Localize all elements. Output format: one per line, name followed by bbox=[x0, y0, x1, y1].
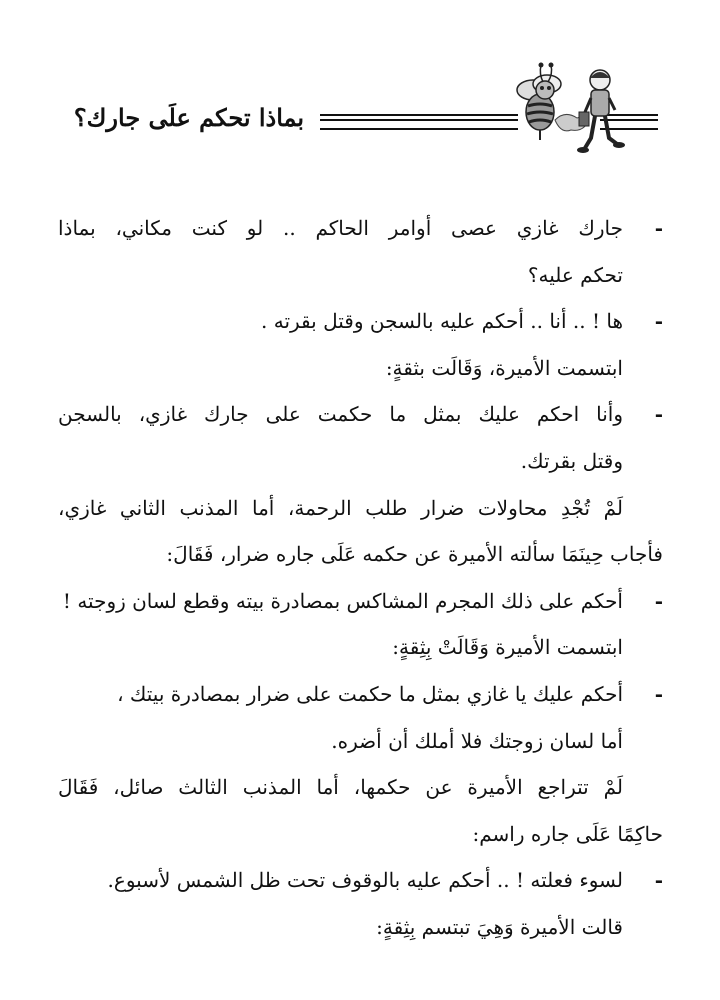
dialogue-continuation bbox=[58, 438, 663, 485]
page-title: بماذا تحكم علَى جارك؟ bbox=[58, 98, 320, 138]
dash-marker: - bbox=[654, 681, 663, 706]
line-text: جارك غازي عصى أوامر الحاكم .. لو كنت مكاني، بماذا bbox=[58, 216, 623, 240]
line-text: وأنا احكم عليك بمثل ما حكمت على جارك غازي، بالسجن bbox=[58, 402, 623, 427]
line-text: أحكم على ذلك المجرم المشاكس بمصادرة بيته وقطع لسان زوجته ! bbox=[62, 588, 623, 613]
middle-double-rule bbox=[318, 114, 518, 130]
line-text: لسوء فعلته ! .. أحكم عليه بالوقوف تحت ظل الشمس لأسبوع. bbox=[107, 868, 623, 893]
line-text: حاكِمًا عَلَى جاره راسم: bbox=[472, 821, 663, 846]
narration-line bbox=[58, 624, 663, 671]
story-text bbox=[58, 205, 663, 951]
dialogue-continuation bbox=[58, 718, 663, 765]
narration-continuation bbox=[58, 531, 663, 578]
line-text: فأجاب حِينَمَا سألته الأميرة عن حكمه عَلَى جاره ضرار، فَقَالَ: bbox=[166, 542, 663, 567]
dash-marker: - bbox=[654, 868, 663, 893]
dialogue-line bbox=[58, 205, 663, 252]
line-text: تحكم عليه؟ bbox=[527, 262, 623, 287]
line-text: وقتل بقرتك. bbox=[520, 448, 623, 473]
narration-line bbox=[58, 904, 663, 951]
narration-continuation bbox=[58, 811, 663, 858]
line-text: لَمْ تُجْدِ محاولات ضرار طلب الرحمة، أما المذنب الثاني غازي، bbox=[58, 495, 623, 520]
narration-line bbox=[58, 345, 663, 392]
narration-line bbox=[58, 764, 663, 811]
line-text: أما لسان زوجتك فلا أملك أن أضره. bbox=[331, 728, 623, 753]
dialogue-line bbox=[58, 671, 663, 718]
dash-marker: - bbox=[654, 309, 663, 334]
dialogue-line bbox=[58, 857, 663, 904]
line-text: ابتسمت الأميرة وَقَالَتْ بِثِقةٍ: bbox=[392, 635, 623, 660]
dash-marker: - bbox=[654, 216, 663, 240]
dialogue-continuation bbox=[58, 252, 663, 299]
page-header bbox=[0, 60, 720, 170]
dash-marker: - bbox=[654, 588, 663, 613]
bee-and-boy-icon bbox=[505, 60, 625, 170]
narration-line bbox=[58, 485, 663, 532]
dialogue-line bbox=[58, 298, 663, 345]
dialogue-line bbox=[58, 391, 663, 438]
line-text: قالت الأميرة وَهِيَ تبتسم بِثِقةٍ: bbox=[376, 914, 623, 939]
dialogue-line bbox=[58, 578, 663, 625]
line-text: ابتسمت الأميرة، وَقَالَت بثقةٍ: bbox=[385, 355, 623, 380]
line-text: أحكم عليك يا غازي بمثل ما حكمت على ضرار بمصادرة بيتك ، bbox=[117, 681, 623, 706]
line-text: لَمْ تتراجع الأميرة عن حكمها، أما المذنب الثالث صائل، فَقَالَ bbox=[58, 775, 623, 800]
dash-marker: - bbox=[654, 402, 663, 427]
line-text: ها ! .. أنا .. أحكم عليه بالسجن وقتل بقرته . bbox=[261, 309, 623, 334]
